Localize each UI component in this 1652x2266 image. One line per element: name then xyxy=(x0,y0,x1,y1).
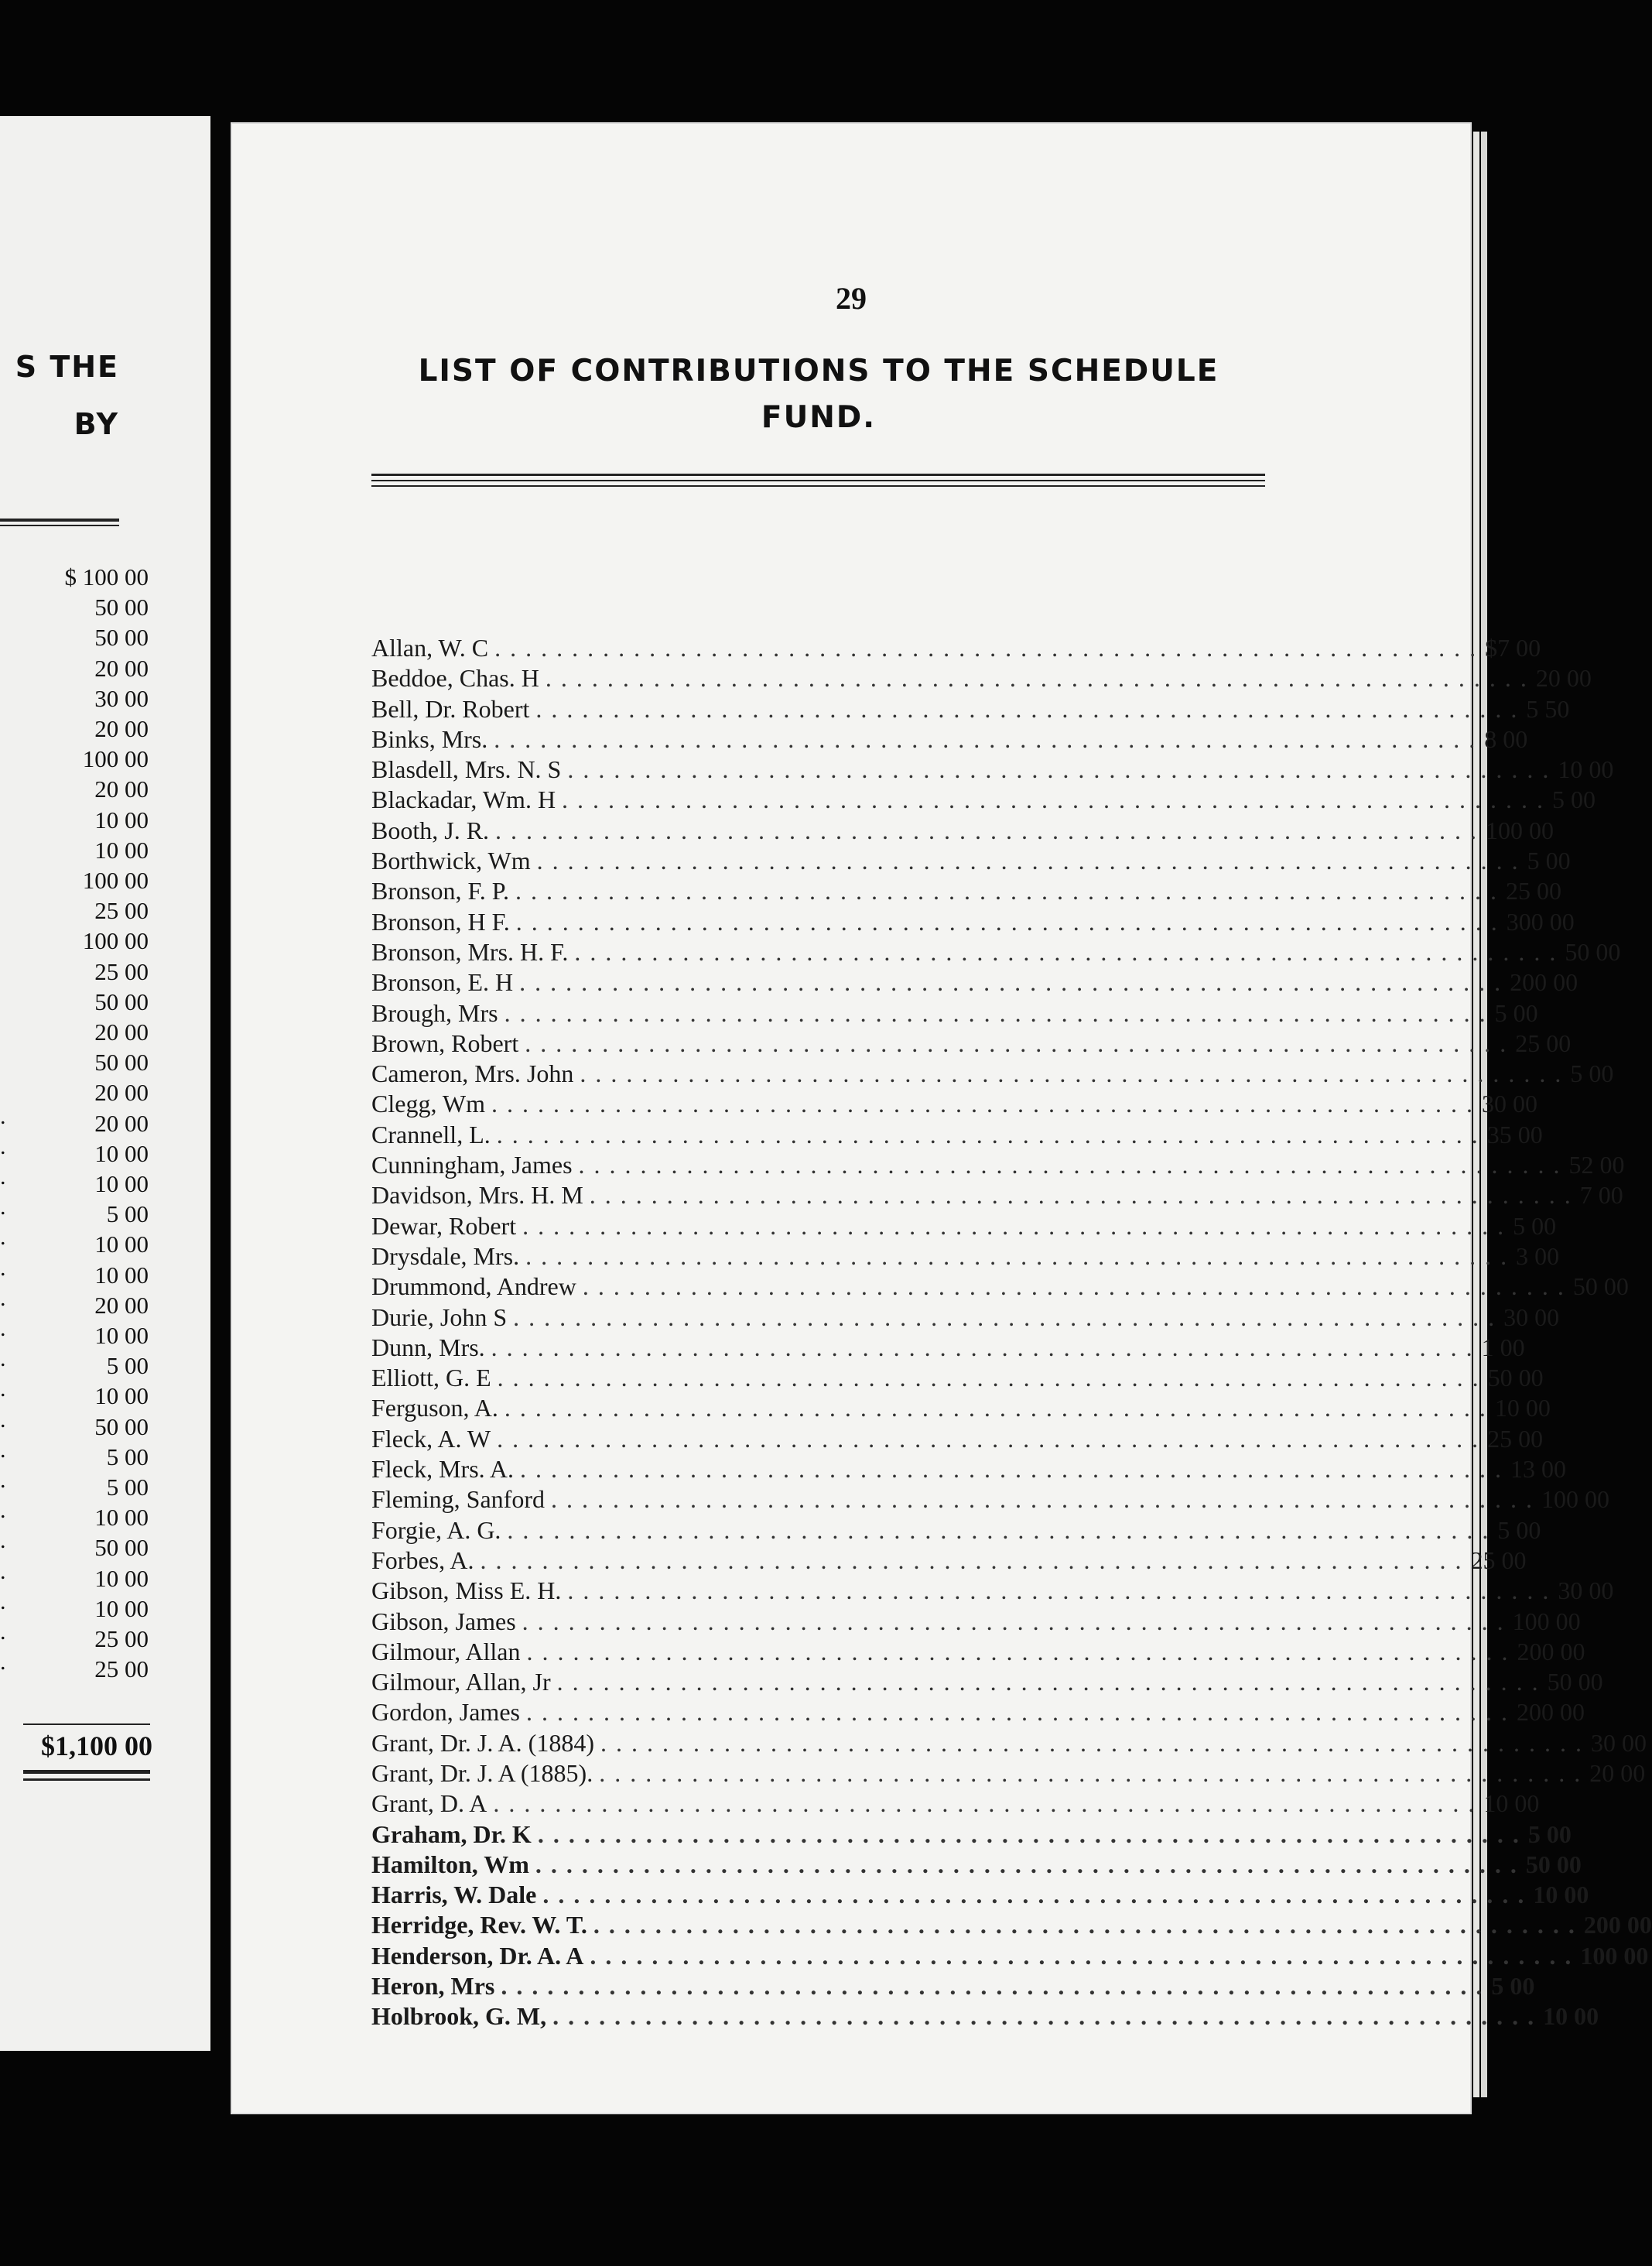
contributor-name: Gilmour, Allan xyxy=(371,1637,521,1665)
contribution-amount: 50 00 xyxy=(1572,1272,1629,1301)
contribution-amount: 30 00 xyxy=(1503,1302,1560,1331)
dot-leader: . . . . . . . . . . . . . . . . . . . . . . . . . . . . . . . . . . . . . . . . . . . . . . . . . . . . . . . . . . . . . . . . xyxy=(504,998,1487,1027)
contributor-name: Booth, J. R. xyxy=(371,816,490,844)
dot-leader: . . . . . . . . . . . . . . . . . . . . . . . . . . . . . . . . . . . . . . . . . . . . . . . . . . . . . . . . . . . . . . . . xyxy=(578,1151,1561,1179)
left-heading-line-1: S THE xyxy=(15,350,119,384)
contribution-amount: 25 00 xyxy=(1470,1545,1527,1574)
dot-leader: . . . . . . . . . . . . . . . . . . . . . . . . . . . . . . . . . . . . . . . . . . . . . . . . . . . . . . . . . . . . . . . . xyxy=(535,694,1519,723)
dot-leader: . . . . . . . . . . . . . . . . . . . . . . . . . . . . . . . . . . . . . . . . . . . . . . . . . . . . . . . . . . . . . . . . xyxy=(550,1485,1534,1514)
contributor-name: Borthwick, Wm xyxy=(371,847,531,875)
left-dot-leader: . xyxy=(0,1285,6,1311)
contributor-name: Gilmour, Allan, Jr xyxy=(371,1668,551,1696)
contribution-amount: 25 00 xyxy=(1515,1029,1572,1057)
page-title: LIST OF CONTRIBUTIONS TO THE SCHEDULE FUND. xyxy=(418,354,1219,435)
left-amount: 100 00 xyxy=(82,867,149,894)
contribution-amount: 5 00 xyxy=(1491,1972,1535,2001)
contribution-amount: 200 00 xyxy=(1510,968,1578,997)
contributor-name: Blackadar, Wm. H xyxy=(371,786,556,814)
contribution-amount: 200 00 xyxy=(1517,1637,1585,1665)
left-amount: 20 00 xyxy=(94,1291,149,1319)
contributor-name: Brown, Robert xyxy=(371,1029,519,1057)
list-item xyxy=(371,1241,1560,1272)
contributor-name: Bronson, E. H xyxy=(371,968,514,997)
contributor-name: Drysdale, Mrs. xyxy=(371,1241,520,1270)
contribution-amount: 5 00 xyxy=(1552,786,1596,814)
left-amount: 10 00 xyxy=(94,1504,149,1532)
contribution-amount: 35 00 xyxy=(1486,1120,1543,1148)
previous-page xyxy=(0,116,210,2051)
left-rule-subtotal xyxy=(23,1723,150,1725)
contributions-list xyxy=(371,633,1652,2032)
list-item xyxy=(371,1576,1614,1606)
contribution-amount: 20 00 xyxy=(1535,664,1592,693)
dot-leader: . . . . . . . . . . . . . . . . . . . . . . . . . . . . . . . . . . . . . . . . . . . . . . . . . . . . . . . . . . . . . . . . xyxy=(600,1728,1583,1757)
dot-leader: . . . . . . . . . . . . . . . . . . . . . . . . . . . . . . . . . . . . . . . . . . . . . . . . . . . . . . . . . . . . . . . . xyxy=(535,1850,1518,1878)
list-item xyxy=(371,1059,1614,1089)
contributor-name: Allan, W. C xyxy=(371,634,489,662)
contributor-name: Davidson, Mrs. H. M xyxy=(371,1181,583,1210)
list-item xyxy=(371,1941,1649,1971)
list-item xyxy=(371,1545,1527,1576)
dot-leader: . . . . . . . . . . . . . . . . . . . . . . . . . . . . . . . . . . . . . . . . . . . . . . . . . . . . . . . . . . . . . . . . xyxy=(515,907,1499,936)
dot-leader: . . . . . . . . . . . . . . . . . . . . . . . . . . . . . . . . . . . . . . . . . . . . . . . . . . . . . . . . . . . . . . . . xyxy=(493,1789,1476,1818)
dot-leader: . . . . . . . . . . . . . . . . . . . . . . . . . . . . . . . . . . . . . . . . . . . . . . . . . . . . . . . . . . . . . . . . xyxy=(513,1302,1496,1331)
left-dot-leader: . xyxy=(0,1467,6,1493)
list-item xyxy=(371,694,1570,724)
contribution-amount: 7 00 xyxy=(1579,1181,1623,1210)
contributor-name: Bronson, H F. xyxy=(371,907,510,936)
left-amount: 10 00 xyxy=(94,836,149,864)
dot-leader: . . . . . . . . . . . . . . . . . . . . . . . . . . . . . . . . . . . . . . . . . . . . . . . . . . . . . . . . . . . . . . . . xyxy=(556,1668,1540,1696)
contribution-amount: 100 00 xyxy=(1541,1485,1609,1514)
dot-leader: . . . . . . . . . . . . . . . . . . . . . . . . . . . . . . . . . . . . . . . . . . . . . . . . . . . . . . . . . . . . . . . . xyxy=(495,816,1479,844)
list-item xyxy=(371,1333,1525,1363)
dot-leader: . . . . . . . . . . . . . . . . . . . . . . . . . . . . . . . . . . . . . . . . . . . . . . . . . . . . . . . . . . . . . . . . xyxy=(522,1211,1506,1240)
left-amount: 100 00 xyxy=(82,927,149,955)
list-item xyxy=(371,633,1541,663)
contributor-name: Bronson, F. P. xyxy=(371,877,509,905)
left-dot-leader: . xyxy=(0,1528,6,1554)
list-item xyxy=(371,1515,1541,1545)
left-amount: 30 00 xyxy=(94,684,149,712)
list-item xyxy=(371,1029,1572,1059)
contribution-amount: 300 00 xyxy=(1506,907,1575,936)
contribution-amount: $7 00 xyxy=(1485,634,1541,662)
contributor-name: Elliott, G. E xyxy=(371,1364,491,1392)
contributor-name: Crannell, L. xyxy=(371,1120,491,1148)
dot-leader: . . . . . . . . . . . . . . . . . . . . . . . . . . . . . . . . . . . . . . . . . . . . . . . . . . . . . . . . . . . . . . . . xyxy=(567,755,1551,784)
contributor-name: Gibson, Miss E. H. xyxy=(371,1576,562,1605)
dot-leader: . . . . . . . . . . . . . . . . . . . . . . . . . . . . . . . . . . . . . . . . . . . . . . . . . . . . . . . . . . . . . . . . xyxy=(519,968,1503,997)
left-amount: 10 00 xyxy=(94,1564,149,1592)
title-rule-thin xyxy=(371,480,1265,481)
contributor-name: Drummond, Andrew xyxy=(371,1272,576,1301)
contribution-amount: 8 00 xyxy=(1484,724,1528,753)
dot-leader: . . . . . . . . . . . . . . . . . . . . . . . . . . . . . . . . . . . . . . . . . . . . . . . . . . . . . . . . . . . . . . . . xyxy=(545,664,1528,693)
left-amount: 50 00 xyxy=(94,594,149,621)
contributor-name: Binks, Mrs. xyxy=(371,724,488,753)
contribution-amount: 10 00 xyxy=(1483,1789,1540,1818)
contribution-amount: 5 00 xyxy=(1494,998,1538,1027)
contribution-amount: 50 00 xyxy=(1525,1850,1582,1878)
list-item xyxy=(371,876,1561,906)
list-item xyxy=(371,1758,1646,1788)
contributor-name: Cunningham, James xyxy=(371,1151,573,1179)
dot-leader: . . . . . . . . . . . . . . . . . . . . . . . . . . . . . . . . . . . . . . . . . . . . . . . . . . . . . . . . . . . . . . . . xyxy=(496,1120,1479,1148)
dot-leader: . . . . . . . . . . . . . . . . . . . . . . . . . . . . . . . . . . . . . . . . . . . . . . . . . . . . . . . . . . . . . . . . xyxy=(497,1364,1480,1392)
list-item xyxy=(371,1424,1544,1454)
left-amount: 5 00 xyxy=(106,1200,149,1228)
left-dot-leader: . xyxy=(0,1406,6,1433)
list-item xyxy=(371,1788,1540,1819)
list-item xyxy=(371,724,1528,755)
page-number: 29 xyxy=(836,281,867,316)
dot-leader: . . . . . . . . . . . . . . . . . . . . . . . . . . . . . . . . . . . . . . . . . . . . . . . . . . . . . . . . . . . . . . . . xyxy=(501,1972,1484,2001)
dot-leader: . . . . . . . . . . . . . . . . . . . . . . . . . . . . . . . . . . . . . . . . . . . . . . . . . . . . . . . . . . . . . . . . xyxy=(525,1698,1509,1727)
list-item xyxy=(371,907,1575,937)
left-rule-bottom-thin xyxy=(23,1778,150,1781)
contributor-name: Gordon, James xyxy=(371,1698,520,1727)
left-amount: 10 00 xyxy=(94,1382,149,1410)
contributor-name: Clegg, Wm xyxy=(371,1090,485,1118)
contribution-amount: 25 00 xyxy=(1487,1424,1544,1453)
left-amount: 10 00 xyxy=(94,1231,149,1258)
dot-leader: . . . . . . . . . . . . . . . . . . . . . . . . . . . . . . . . . . . . . . . . . . . . . . . . . . . . . . . . . . . . . . . . xyxy=(522,1607,1505,1635)
left-dot-leader: . xyxy=(0,1376,6,1402)
list-item xyxy=(371,1607,1581,1637)
left-dot-leader: . xyxy=(0,1316,6,1341)
title-rule-thick xyxy=(371,474,1265,476)
list-item xyxy=(371,1393,1551,1423)
dot-leader: . . . . . . . . . . . . . . . . . . . . . . . . . . . . . . . . . . . . . . . . . . . . . . . . . . . . . . . . . . . . . . . . xyxy=(480,1545,1463,1574)
left-amount: 100 00 xyxy=(82,745,149,773)
left-amount: 10 00 xyxy=(94,1594,149,1622)
title-rule-thin xyxy=(371,485,1265,487)
left-amount: 10 00 xyxy=(94,806,149,833)
contributor-name: Gibson, James xyxy=(371,1607,516,1635)
left-amount: 10 00 xyxy=(94,1322,149,1349)
list-item xyxy=(371,1150,1625,1180)
contributor-name: Cameron, Mrs. John xyxy=(371,1059,574,1088)
list-item xyxy=(371,846,1571,876)
contributor-name: Grant, Dr. J. A (1885). xyxy=(371,1758,593,1787)
left-dot-leader: . xyxy=(0,1588,6,1614)
contribution-amount: 10 00 xyxy=(1494,1394,1551,1422)
contribution-amount: 200 00 xyxy=(1516,1698,1585,1727)
list-item xyxy=(371,1971,1535,2001)
dot-leader: . . . . . . . . . . . . . . . . . . . . . . . . . . . . . . . . . . . . . . . . . . . . . . . . . . . . . . . . . . . . . . . . xyxy=(504,1394,1487,1422)
left-amount: 25 00 xyxy=(94,1625,149,1652)
left-amount: 10 00 xyxy=(94,1170,149,1197)
left-dot-leader: . xyxy=(0,1164,6,1189)
contributor-name: Herridge, Rev. W. T. xyxy=(371,1911,587,1939)
contribution-amount: 200 00 xyxy=(1583,1911,1652,1939)
contribution-amount: 52 00 xyxy=(1568,1151,1625,1179)
contribution-amount: 50 00 xyxy=(1547,1668,1603,1696)
contributor-name: Grant, Dr. J. A. (1884) xyxy=(371,1728,594,1757)
left-dot-leader: . xyxy=(0,1649,6,1676)
list-item xyxy=(371,1089,1537,1119)
contributor-name: Fleck, A. W xyxy=(371,1424,491,1453)
contributor-name: Beddoe, Chas. H xyxy=(371,664,539,693)
list-item xyxy=(371,1302,1560,1333)
contributor-name: Harris, W. Dale xyxy=(371,1881,537,1909)
contribution-amount: 25 00 xyxy=(1505,877,1561,905)
contribution-amount: 30 00 xyxy=(1558,1576,1614,1605)
contributor-name: Bronson, Mrs. H. F. xyxy=(371,937,569,966)
dot-leader: . . . . . . . . . . . . . . . . . . . . . . . . . . . . . . . . . . . . . . . . . . . . . . . . . . . . . . . . . . . . . . . . xyxy=(507,1515,1490,1544)
left-dot-leader: . xyxy=(0,1103,6,1129)
contributor-name: Grant, D. A xyxy=(371,1789,487,1818)
list-item xyxy=(371,1850,1582,1880)
left-dot-leader: . xyxy=(0,1133,6,1159)
list-item xyxy=(371,1819,1572,1850)
contribution-amount: 3 00 xyxy=(1516,1241,1560,1270)
left-dot-leader: . xyxy=(0,1346,6,1372)
left-rule-bottom xyxy=(23,1770,150,1774)
contribution-amount: 100 00 xyxy=(1512,1607,1581,1635)
left-dot-leader: . xyxy=(0,1255,6,1281)
list-item xyxy=(371,785,1596,815)
left-amount: 20 00 xyxy=(94,654,149,682)
list-item xyxy=(371,816,1555,846)
contributor-name: Dewar, Robert xyxy=(371,1211,517,1240)
dot-leader: . . . . . . . . . . . . . . . . . . . . . . . . . . . . . . . . . . . . . . . . . . . . . . . . . . . . . . . . . . . . . . . . xyxy=(536,847,1520,875)
left-amount: 20 00 xyxy=(94,1018,149,1046)
dot-leader: . . . . . . . . . . . . . . . . . . . . . . . . . . . . . . . . . . . . . . . . . . . . . . . . . . . . . . . . . . . . . . . . xyxy=(497,1424,1480,1453)
left-amount: 25 00 xyxy=(94,957,149,985)
contribution-amount: 1 00 xyxy=(1481,1333,1525,1361)
contributor-name: Henderson, Dr. A. A xyxy=(371,1941,584,1970)
document-page xyxy=(232,124,1652,2113)
contribution-amount: 10 00 xyxy=(1543,2002,1599,2031)
dot-leader: . . . . . . . . . . . . . . . . . . . . . . . . . . . . . . . . . . . . . . . . . . . . . . . . . . . . . . . . . . . . . . . . xyxy=(525,1241,1509,1270)
left-amount: 25 00 xyxy=(94,897,149,925)
dot-leader: . . . . . . . . . . . . . . . . . . . . . . . . . . . . . . . . . . . . . . . . . . . . . . . . . . . . . . . . . . . . . . . . xyxy=(525,1029,1508,1057)
contributor-name: Ferguson, A. xyxy=(371,1394,498,1422)
left-amount: $ 100 00 xyxy=(64,563,149,590)
dot-leader: . . . . . . . . . . . . . . . . . . . . . . . . . . . . . . . . . . . . . . . . . . . . . . . . . . . . . . . . . . . . . . . . xyxy=(542,1881,1526,1909)
list-item xyxy=(371,1910,1652,1940)
left-dot-leader: . xyxy=(0,1558,6,1584)
dot-leader: . . . . . . . . . . . . . . . . . . . . . . . . . . . . . . . . . . . . . . . . . . . . . . . . . . . . . . . . . . . . . . . . xyxy=(491,1090,1474,1118)
left-amount: 20 00 xyxy=(94,1109,149,1137)
dot-leader: . . . . . . . . . . . . . . . . . . . . . . . . . . . . . . . . . . . . . . . . . . . . . . . . . . . . . . . . . . . . . . . . xyxy=(494,724,1477,753)
dot-leader: . . . . . . . . . . . . . . . . . . . . . . . . . . . . . . . . . . . . . . . . . . . . . . . . . . . . . . . . . . . . . . . . xyxy=(520,1455,1503,1484)
dot-leader: . . . . . . . . . . . . . . . . . . . . . . . . . . . . . . . . . . . . . . . . . . . . . . . . . . . . . . . . . . . . . . . . xyxy=(593,1911,1576,1939)
left-amount: 20 00 xyxy=(94,715,149,742)
contributor-name: Durie, John S xyxy=(371,1302,508,1331)
contribution-amount: 30 00 xyxy=(1481,1090,1537,1118)
list-item xyxy=(371,998,1538,1029)
contributor-name: Brough, Mrs xyxy=(371,998,498,1027)
left-amount: 50 00 xyxy=(94,624,149,652)
left-dot-leader: . xyxy=(0,1224,6,1251)
left-amount: 10 00 xyxy=(94,1139,149,1167)
left-amount: 25 00 xyxy=(94,1655,149,1683)
list-item xyxy=(371,755,1614,785)
contributor-name: Heron, Mrs xyxy=(371,1972,495,2001)
contributor-name: Forgie, A. G. xyxy=(371,1515,501,1544)
list-item xyxy=(371,1180,1623,1210)
list-item xyxy=(371,937,1621,967)
dot-leader: . . . . . . . . . . . . . . . . . . . . . . . . . . . . . . . . . . . . . . . . . . . . . . . . . . . . . . . . . . . . . . . . xyxy=(574,937,1558,966)
list-item xyxy=(371,1667,1603,1697)
contributor-name: Blasdell, Mrs. N. S xyxy=(371,755,562,784)
contribution-amount: 5 00 xyxy=(1527,847,1571,875)
dot-leader: . . . . . . . . . . . . . . . . . . . . . . . . . . . . . . . . . . . . . . . . . . . . . . . . . . . . . . . . . . . . . . . . xyxy=(526,1637,1510,1665)
dot-leader: . . . . . . . . . . . . . . . . . . . . . . . . . . . . . . . . . . . . . . . . . . . . . . . . . . . . . . . . . . . . . . . . xyxy=(599,1758,1582,1787)
list-item xyxy=(371,1880,1589,1910)
list-item xyxy=(371,1363,1544,1393)
list-item xyxy=(371,1728,1647,1758)
left-dot-leader: . xyxy=(0,1498,6,1524)
contribution-amount: 20 00 xyxy=(1589,1758,1646,1787)
left-amount: 20 00 xyxy=(94,1079,149,1107)
contribution-amount: 5 00 xyxy=(1497,1515,1541,1544)
contribution-amount: 5 50 xyxy=(1526,694,1570,723)
contributor-name: Bell, Dr. Robert xyxy=(371,694,530,723)
contribution-amount: 100 00 xyxy=(1486,816,1555,844)
dot-leader: . . . . . . . . . . . . . . . . . . . . . . . . . . . . . . . . . . . . . . . . . . . . . . . . . . . . . . . . . . . . . . . . xyxy=(590,1941,1573,1970)
left-amount: 5 00 xyxy=(106,1352,149,1380)
left-amount: 20 00 xyxy=(94,775,149,803)
left-dot-leader: . xyxy=(0,1619,6,1645)
left-amount: 50 00 xyxy=(94,988,149,1015)
list-item xyxy=(371,1454,1566,1484)
contribution-amount: 5 00 xyxy=(1570,1059,1614,1088)
dot-leader: . . . . . . . . . . . . . . . . . . . . . . . . . . . . . . . . . . . . . . . . . . . . . . . . . . . . . . . . . . . . . . . . xyxy=(582,1272,1565,1301)
dot-leader: . . . . . . . . . . . . . . . . . . . . . . . . . . . . . . . . . . . . . . . . . . . . . . . . . . . . . . . . . . . . . . . . xyxy=(515,877,1498,905)
dot-leader: . . . . . . . . . . . . . . . . . . . . . . . . . . . . . . . . . . . . . . . . . . . . . . . . . . . . . . . . . . . . . . . . xyxy=(494,634,1478,662)
list-item xyxy=(371,1637,1585,1667)
contributor-name: Fleck, Mrs. A. xyxy=(371,1455,514,1484)
dot-leader: . . . . . . . . . . . . . . . . . . . . . . . . . . . . . . . . . . . . . . . . . . . . . . . . . . . . . . . . . . . . . . . . xyxy=(589,1181,1572,1210)
left-total: $1,100 00 xyxy=(41,1730,152,1761)
contributor-name: Fleming, Sanford xyxy=(371,1485,545,1514)
contribution-amount: 10 00 xyxy=(1558,755,1614,784)
left-rule-top-thin xyxy=(0,525,119,526)
left-amount: 50 00 xyxy=(94,1412,149,1440)
left-amount: 50 00 xyxy=(94,1049,149,1077)
list-item xyxy=(371,1120,1543,1150)
left-dot-leader: . xyxy=(0,1436,6,1463)
contributor-name: Holbrook, G. M, xyxy=(371,2002,547,2031)
left-rule-top xyxy=(0,519,119,522)
dot-leader: . . . . . . . . . . . . . . . . . . . . . . . . . . . . . . . . . . . . . . . . . . . . . . . . . . . . . . . . . . . . . . . . xyxy=(567,1576,1551,1605)
list-item xyxy=(371,1697,1585,1727)
contribution-amount: 5 00 xyxy=(1513,1211,1557,1240)
contribution-amount: 13 00 xyxy=(1510,1455,1566,1484)
list-item xyxy=(371,1484,1609,1515)
contribution-amount: 5 00 xyxy=(1527,1819,1572,1848)
left-amount: 5 00 xyxy=(106,1474,149,1501)
dot-leader: . . . . . . . . . . . . . . . . . . . . . . . . . . . . . . . . . . . . . . . . . . . . . . . . . . . . . . . . . . . . . . . . xyxy=(552,2002,1536,2031)
dot-leader: . . . . . . . . . . . . . . . . . . . . . . . . . . . . . . . . . . . . . . . . . . . . . . . . . . . . . . . . . . . . . . . . xyxy=(537,1819,1520,1848)
contribution-amount: 30 00 xyxy=(1590,1728,1647,1757)
contribution-amount: 10 00 xyxy=(1533,1881,1589,1909)
list-item xyxy=(371,663,1592,693)
left-dot-leader: . xyxy=(0,1194,6,1220)
contributor-name: Hamilton, Wm xyxy=(371,1850,529,1878)
list-item xyxy=(371,1272,1629,1302)
contributor-name: Dunn, Mrs. xyxy=(371,1333,485,1361)
left-amount: 50 00 xyxy=(94,1534,149,1562)
contribution-amount: 50 00 xyxy=(1487,1364,1544,1392)
left-heading-line-2: BY xyxy=(74,407,119,441)
contributor-name: Graham, Dr. K xyxy=(371,1819,532,1848)
list-item xyxy=(371,2001,1599,2032)
left-amount: 5 00 xyxy=(106,1443,149,1470)
list-item xyxy=(371,1211,1557,1241)
contribution-amount: 50 00 xyxy=(1565,937,1621,966)
dot-leader: . . . . . . . . . . . . . . . . . . . . . . . . . . . . . . . . . . . . . . . . . . . . . . . . . . . . . . . . . . . . . . . . xyxy=(562,786,1545,814)
contribution-amount: 100 00 xyxy=(1580,1941,1649,1970)
left-amount: 10 00 xyxy=(94,1261,149,1289)
dot-leader: . . . . . . . . . . . . . . . . . . . . . . . . . . . . . . . . . . . . . . . . . . . . . . . . . . . . . . . . . . . . . . . . xyxy=(491,1333,1474,1361)
dot-leader: . . . . . . . . . . . . . . . . . . . . . . . . . . . . . . . . . . . . . . . . . . . . . . . . . . . . . . . . . . . . . . . . xyxy=(580,1059,1563,1088)
list-item xyxy=(371,967,1578,998)
contributor-name: Forbes, A. xyxy=(371,1545,474,1574)
